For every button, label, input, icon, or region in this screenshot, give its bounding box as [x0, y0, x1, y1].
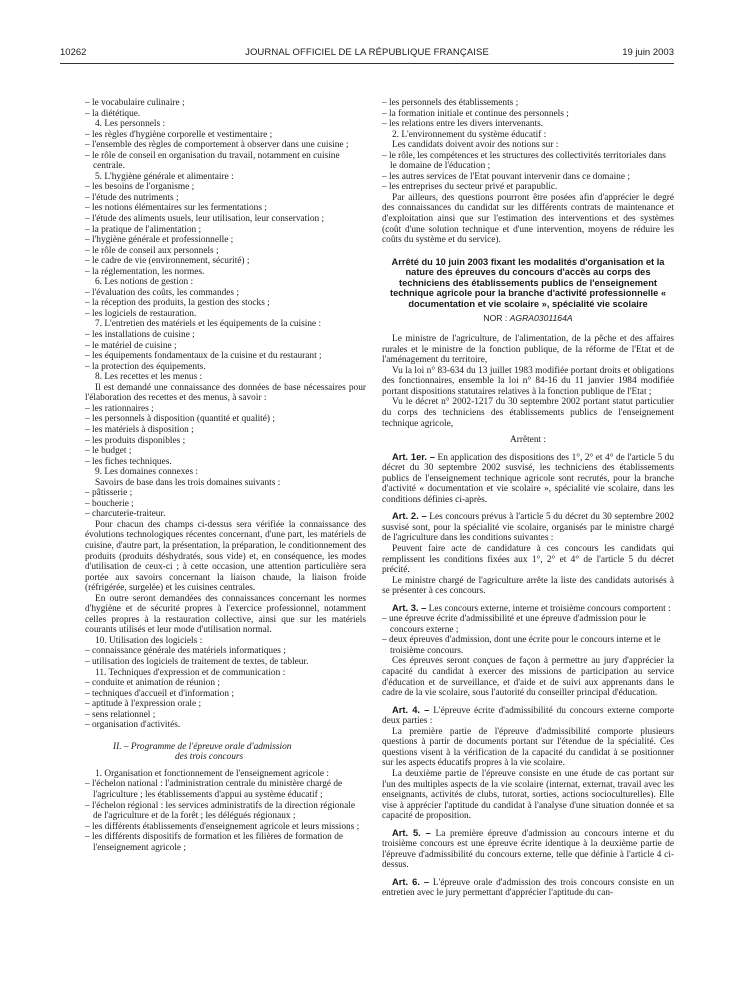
- list-item: – les personnels à disposition (quantité et qualité) ;: [85, 414, 275, 425]
- list-item: – conduite et animation de réunion ;: [85, 678, 220, 689]
- list-item: – les différents dispositifs de formation et les filières de formation de l'enseignement agricole ;: [85, 832, 344, 853]
- list-item: – les relations entre les divers intervenants.: [382, 119, 544, 130]
- nor-label: NOR :: [483, 312, 508, 323]
- list-item: – la formation initiale et continue des personnels ;: [382, 108, 569, 119]
- section-heading: 6. Les notions de gestion :: [95, 277, 194, 288]
- section-heading: 5. L'hygiène générale et alimentaire :: [95, 171, 234, 182]
- article-label: Art. 5. –: [392, 827, 431, 838]
- article-text: L'épreuve écrite d'admissibilité du concours externe comporte deux parties :: [382, 705, 674, 727]
- paragraph: Par ailleurs, des questions pourront être posées afin d'apprécier le degré des connaissances du candidat sur les différents contrats de maintenance et d'exploitation ainsi que sur l'estimation des interventions et des systèmes (coût d'une solution technique et d'une intervention, moyens de réduire les coûts du système et du service).: [382, 192, 674, 246]
- paragraph: Vu la loi n° 83-634 du 13 juillet 1983 modifiée portant droits et obligations des fonctionnaires, ensemble la loi n° 84-16 du 11 janvier 1984 modifiée portant dispositions statutaires relatives à la fonction publique de l'Etat ;: [382, 365, 674, 397]
- section-heading: 4. Les personnels :: [95, 119, 166, 130]
- article-label: Art. 3. –: [392, 602, 427, 613]
- article-label: Art. 2. –: [392, 511, 427, 522]
- article-text: Les concours prévus à l'article 5 du décret du 30 septembre 2002 susvisé sont, pour la spécialité vie scolaire, organisés par le ministre chargé de l'agriculture dans les conditions suivantes :: [382, 512, 674, 544]
- list-item: – l'échelon national : l'administration centrale du ministère chargé de l'agriculture ; les établissements d'appui au système éducatif ;: [85, 779, 343, 800]
- list-item: – une épreuve écrite d'admissibilité et une épreuve d'admission pour le concours externe ;: [382, 614, 646, 635]
- list-item: – techniques d'accueil et d'information ;: [85, 688, 234, 699]
- list-item: – l'évaluation des coûts, les commandes ;: [85, 287, 240, 298]
- list-item: – utilisation des logiciels de traitement de textes, de tableur.: [85, 656, 309, 667]
- issue-date: 19 juin 2003: [622, 47, 674, 58]
- left-column: [85, 98, 366, 853]
- section-heading: 8. Les recettes et les menus :: [95, 372, 203, 383]
- section-heading: 10. Utilisation des logiciels :: [95, 635, 203, 646]
- journal-title: JOURNAL OFFICIEL DE LA RÉPUBLIQUE FRANÇAISE: [245, 47, 489, 58]
- list-item: – les entreprises du secteur privé et parapublic.: [382, 182, 558, 193]
- list-item: – le matériel de cuisine ;: [85, 340, 177, 351]
- list-item: – les logiciels de restauration.: [85, 308, 197, 319]
- list-item: – connaissance générale des matériels informatiques ;: [85, 646, 286, 657]
- list-item: – l'étude des nutriments ;: [85, 192, 179, 203]
- list-item: – les différents établissements d'enseignement agricole et leurs missions ;: [85, 821, 360, 832]
- paragraph: Il est demandé une connaissance des données de base nécessaires pour l'élaboration des recettes et des menus, à savoir :: [85, 382, 366, 404]
- list-item: – la pratique de l'alimentation ;: [85, 224, 202, 235]
- list-item: – la diététique.: [85, 108, 141, 119]
- list-item: – le vocabulaire culinaire ;: [85, 98, 185, 108]
- right-column: [382, 98, 674, 899]
- list-item: – l'étude des aliments usuels, leur utilisation, leur conservation ;: [85, 214, 325, 225]
- section-heading: 2. L'environnement du système éducatif :: [392, 129, 547, 140]
- list-item: – le budget ;: [85, 446, 132, 457]
- header-rule: [60, 63, 674, 64]
- paragraph: Vu le décret n° 2002-1217 du 30 septembre 2002 portant statut particulier du corps des techniciens des établissements publics de l'enseignement technique agricole,: [382, 397, 674, 429]
- list-item: – le rôle de conseil aux personnels ;: [85, 245, 219, 256]
- article-2: [382, 511, 674, 544]
- section-heading: 11. Techniques d'expression et de communication :: [95, 667, 286, 678]
- section-title: [85, 742, 366, 763]
- section-heading: 1. Organisation et fonctionnement de l'enseignement agricole :: [95, 768, 329, 779]
- paragraph: La deuxième partie de l'épreuve consiste en une étude de cas portant sur l'un des multiples aspects de la vie scolaire (internat, externat, travail avec les enseignants, activités de clubs, tutorat, sorties, actions socioculturelles). Elle vise à apprécier l'aptitude du candidat à l'analyse d'une situation donnée et sa capacité de proposition.: [382, 768, 674, 822]
- list-item: – le rôle, les compétences et les structures des collectivités territoriales dans le domaine de l'éducation ;: [382, 150, 666, 172]
- list-item: – les personnels des établissements ;: [382, 98, 519, 108]
- paragraph: Pour chacun des champs ci-dessus sera vérifiée la connaissance des évolutions technologiques récentes concernant, d'une part, les matériels de cuisine, d'autre part, la présentation, la préparation, le conditionnement des produits (produits déshydratés, sous vide) et, en conséquence, les modes d'utilisation de ceux-ci ; à cette occasion, une attention particulière sera portée aux savoirs concernant la liaison chaude, la liaison froide (réfrigérée, surgelée) et les cuisines centrales.: [85, 519, 366, 594]
- section-heading: 9. Les domaines connexes :: [95, 467, 199, 478]
- list-item: – le cadre de vie (environnement, sécurité) ;: [85, 256, 250, 267]
- article-3: [382, 603, 674, 615]
- section-heading: 7. L'entretien des matériels et les équipements de la cuisine :: [95, 319, 322, 330]
- article-label: Art. 4. –: [392, 704, 430, 715]
- list-item: – les besoins de l'organisme ;: [85, 182, 195, 193]
- list-item: – les autres services de l'Etat pouvant intervenir dans ce domaine ;: [382, 171, 630, 182]
- page-number: 10262: [60, 47, 87, 58]
- list-item: – les notions élémentaires sur les fermentations ;: [85, 203, 267, 214]
- article-6: [382, 877, 674, 899]
- paragraph: Les candidats doivent avoir des notions sur :: [392, 140, 559, 151]
- list-item: – sens relationnel ;: [85, 709, 156, 720]
- list-item: – les produits disponibles ;: [85, 435, 186, 446]
- list-item: – les installations de cuisine ;: [85, 330, 195, 341]
- paragraph: Ces épreuves seront conçues de façon à permettre au jury d'apprécier la capacité du candidat à exercer des missions de participation au service d'éducation et de surveillance, et d'aide et de suivi aux apprenants dans le cadre de la vie scolaire, sous l'autorité du conseiller principal d'éducation.: [382, 656, 674, 699]
- paragraph: Peuvent faire acte de candidature à ces concours les candidats qui remplissent les conditions fixées aux 1°, 2° et 4° de l'article 5 du décret précité.: [382, 544, 674, 576]
- nor-reference: [382, 313, 674, 324]
- list-item: – les rationnaires ;: [85, 403, 154, 414]
- list-item: – pâtisserie ;: [85, 488, 133, 499]
- article-text: L'épreuve orale d'admission des trois concours consiste en un entretien avec le jury permettant d'apprécier l'aptitude du can-: [382, 877, 674, 899]
- nor-code: AGRA0301164A: [509, 312, 573, 323]
- paragraph: La première partie de l'épreuve d'admissibilité comporte plusieurs questions à partir de documents portant sur l'étendue de la spécialité. Ces questions visent à la vérification de la capacité du candidat à se positionner sur les aspects éducatifs propres à la vie scolaire.: [382, 726, 674, 769]
- paragraph: Savoirs de base dans les trois domaines suivants :: [95, 477, 281, 488]
- list-item: – boucherie ;: [85, 498, 134, 509]
- article-text: Les concours externe, interne et troisième concours comportent :: [428, 603, 671, 614]
- list-item: – charcuterie-traiteur.: [85, 509, 166, 520]
- article-4: [382, 705, 674, 727]
- article-text: La première épreuve d'admission au concours interne et du troisième concours est une épreuve écrite identique à la deuxième partie de l'épreuve d'admissibilité du concours externe, telle que définie à l'article 4 ci-dessus.: [382, 828, 675, 871]
- list-item: – les fiches techniques.: [85, 456, 172, 467]
- paragraph: En outre seront demandées des connaissances concernant les normes d'hygiène et de sécurité propres à l'exercice professionnel, notamment celles propres à la restauration collective, ainsi que sur les matériels courants utilisés et leur mode d'utilisation normal.: [85, 593, 366, 636]
- paragraph: Le ministre chargé de l'agriculture arrête la liste des candidats autorisés à se présenter à ces concours.: [382, 575, 674, 597]
- page-header: [60, 47, 674, 61]
- list-item: – les équipements fondamentaux de la cuisine et du restaurant ;: [85, 351, 322, 362]
- article-text: En application des dispositions des 1°, 2° et 4° de l'article 5 du décret du 30 septembre 2002 susvisé, les techniciens des établissements publics de l'enseignement technique agricole sont recrutés, pour la branche d'activité « documentation et vie scolaire », spécialité vie scolaire, dans les conditions définies ci-après.: [382, 452, 674, 505]
- list-item: – organisation d'activités.: [85, 720, 181, 731]
- paragraph: Le ministre de l'agriculture, de l'alimentation, de la pêche et des affaires rurales et le ministre de la fonction publique, de la réforme de l'Etat et de l'aménagement du territoire,: [382, 334, 674, 366]
- list-item: – les matériels à disposition ;: [85, 424, 194, 435]
- list-item: – la réception des produits, la gestion des stocks ;: [85, 298, 270, 309]
- list-item: – aptitude à l'expression orale ;: [85, 699, 202, 710]
- list-item: – la réglementation, les normes.: [85, 266, 205, 277]
- article-1: [382, 452, 674, 506]
- article-5: [382, 828, 674, 871]
- arretent: Arrêtent :: [509, 435, 547, 446]
- list-item: – l'échelon régional : les services administratifs de la direction régionale de l'agriculture et de la forêt ; les délégués régionaux ;: [85, 800, 355, 822]
- article-label: Art. 6. –: [392, 876, 430, 887]
- list-item: – les règles d'hygiène corporelle et vestimentaire ;: [85, 129, 273, 140]
- arrete-title: Arrêté du 10 juin 2003 fixant les modalités d'organisation et la nature des épreuves du concours d'accès au corps des techniciens des établissements publics de l'enseignement technique agricole pour la branche d'activité professionnelle « documentation et vie scolaire », spécialité vie scolaire: [389, 256, 667, 310]
- list-item: – la protection des équipements.: [85, 361, 206, 372]
- section-title-line-1: II. – Programme de l'épreuve orale d'admission: [113, 741, 292, 752]
- list-item: – le rôle de conseil en organisation du travail, notamment en cuisine centrale.: [85, 150, 340, 172]
- list-item: – deux épreuves d'admission, dont une écrite pour le concours interne et le troisième concours.: [382, 635, 661, 656]
- list-item: – l'ensemble des règles de comportement à observer dans une cuisine ;: [85, 140, 349, 151]
- article-label: Art. 1er. –: [392, 451, 435, 462]
- list-item: – l'hygiène générale et professionnelle ;: [85, 235, 234, 246]
- section-title-line-2: des trois concours: [175, 752, 244, 763]
